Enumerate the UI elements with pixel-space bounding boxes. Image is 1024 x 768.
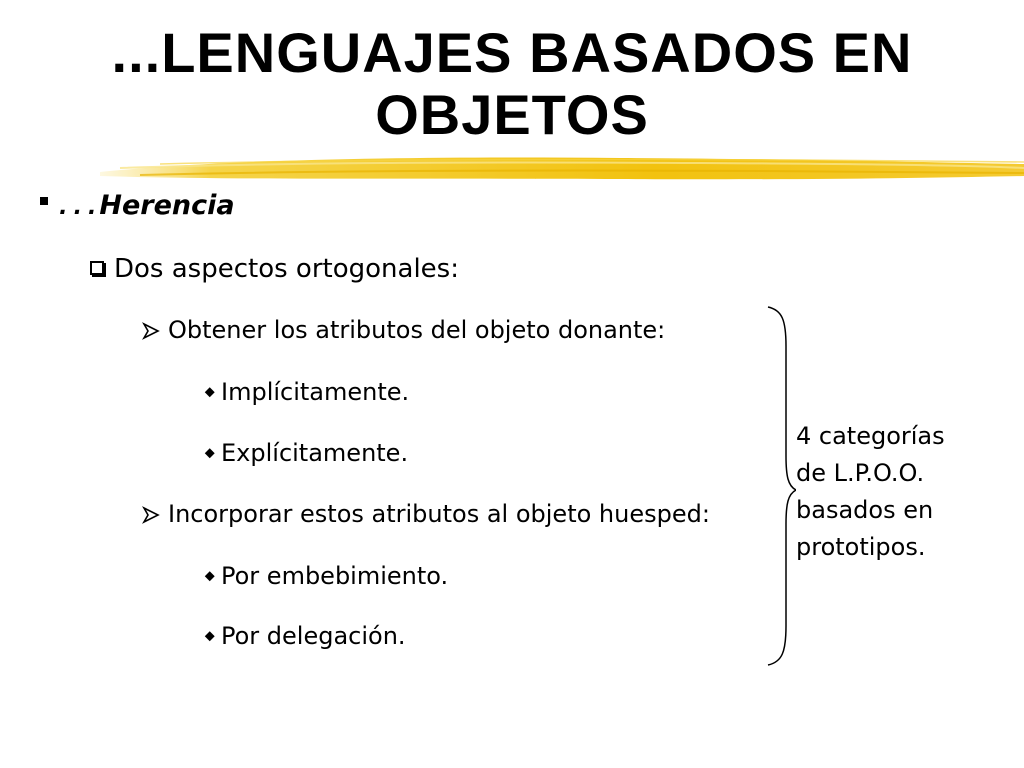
item-2-sub-2: [200, 622, 406, 650]
item-2-label: Incorporar estos atributos al objeto huesped:: [168, 500, 710, 528]
item-1: [142, 316, 665, 344]
item-1-sub-2-label: Explícitamente.: [221, 439, 409, 467]
right-curly-brace: [766, 306, 796, 666]
item-2-sub-1: [200, 562, 448, 590]
item-1-sub-1: [200, 378, 409, 406]
item-1-sub-1-label: Implícitamente.: [221, 378, 410, 406]
subheading-label: Dos aspectos ortogonales:: [114, 254, 459, 284]
diamond-bullet-icon: [205, 571, 215, 581]
item-1-label: Obtener los atributos del objeto donante:: [168, 316, 666, 344]
diamond-bullet-icon: [205, 448, 215, 458]
item-1-sub-2: [200, 439, 408, 467]
item-2-sub-1-label: Por embebimiento.: [221, 562, 449, 590]
slide-title: [0, 22, 1024, 146]
brace-note: [796, 418, 945, 566]
slide-title-line-2: OBJETOS: [375, 83, 649, 146]
slide-title-line-1: ...LENGUAJES BASADOS EN: [111, 21, 913, 84]
arrow-bullet-icon: [142, 322, 160, 340]
note-line-2: de L.P.O.O.: [796, 459, 925, 487]
heading-label: Herencia: [99, 190, 235, 221]
item-2: [142, 500, 710, 528]
diamond-bullet-icon: [205, 387, 215, 397]
subheading: [90, 254, 459, 284]
item-2-sub-2-label: Por delegación.: [221, 622, 406, 650]
note-line-3: basados en: [796, 496, 934, 524]
hollow-square-bullet-icon: [90, 261, 104, 275]
note-line-1: 4 categorías: [796, 422, 945, 450]
yellow-brush-stroke: [100, 150, 1024, 186]
square-bullet-icon: [40, 197, 48, 205]
note-line-4: prototipos.: [796, 533, 926, 561]
arrow-bullet-icon: [142, 506, 160, 524]
diamond-bullet-icon: [205, 631, 215, 641]
heading-herencia: [40, 190, 235, 221]
heading-ellipsis: ...: [56, 192, 100, 220]
